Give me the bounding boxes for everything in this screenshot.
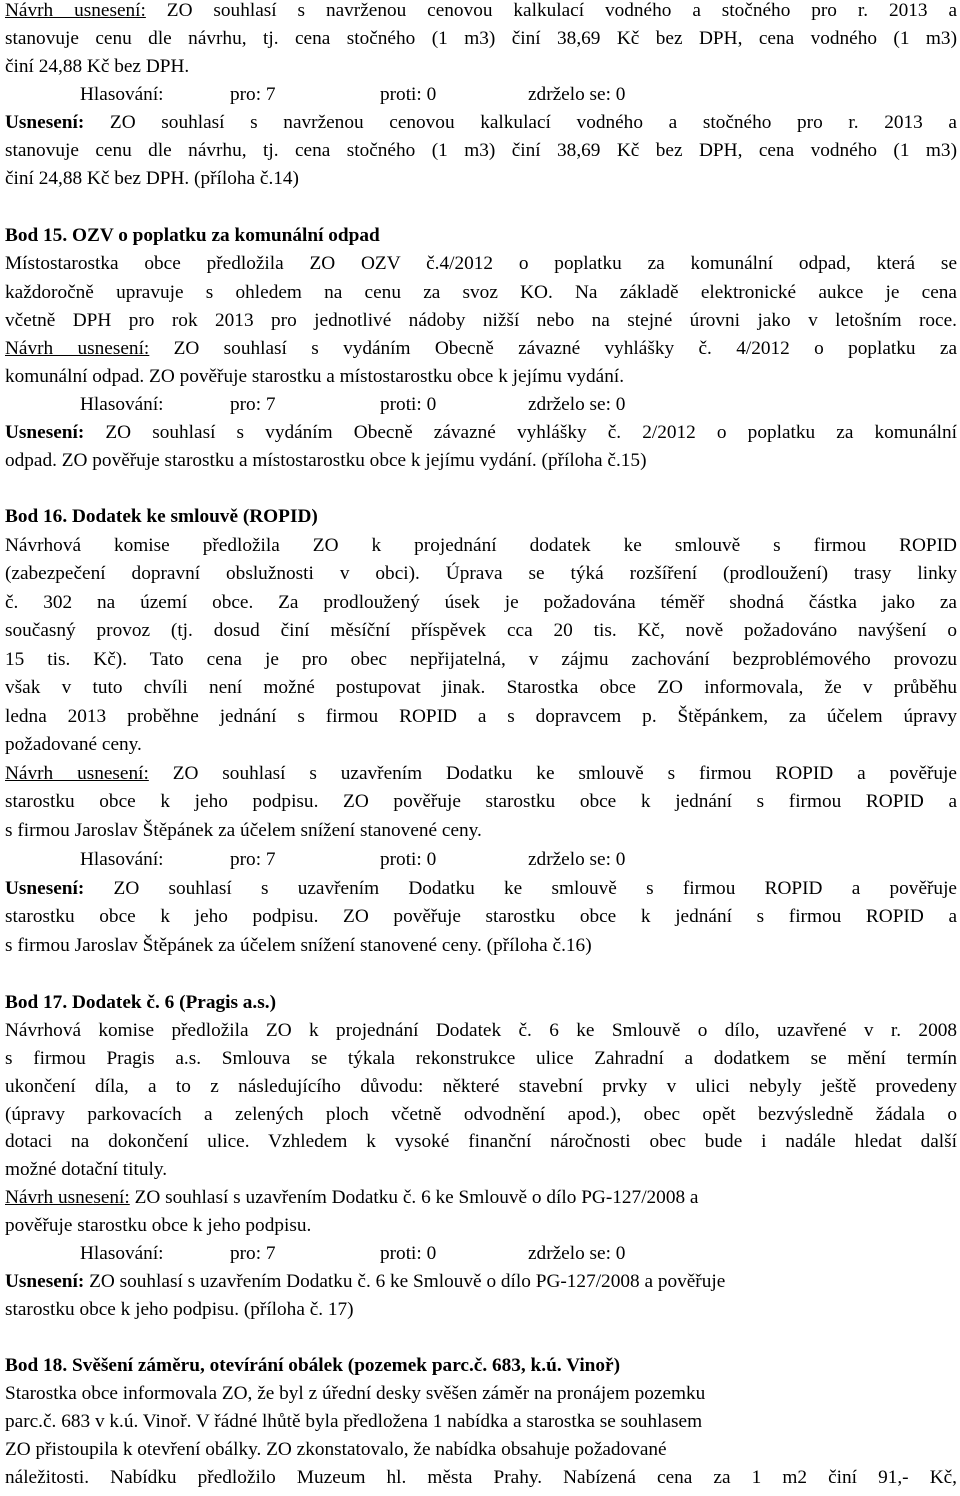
vote-line: Hlasování: pro: 7 proti: 0 zdrželo se: 0 (80, 84, 626, 105)
resolution-label: Usnesení: (5, 112, 85, 133)
resolution-line: Usnesení: ZO souhlasí s vydáním Obecně závazné vyhlášky č. 2/2012 o poplatku za komunální (5, 422, 957, 443)
paragraph-line: (zabezpečení dopravní obslužnosti v obci). Úprava se týká rozšíření (prodloužení) trasy linky (5, 563, 957, 584)
proposal-label: Návrh usnesení: (5, 338, 150, 359)
proposal-line: Návrh usnesení: ZO souhlasí s uzavřením Dodatku č. 6 ke Smlouvě o dílo PG-127/2008 a (5, 1187, 699, 1208)
paragraph-line: parc.č. 683 v k.ú. Vinoř. V řádné lhůtě byla předložena 1 nabídka a starostka se souhlasem (5, 1411, 703, 1432)
paragraph-line: Místostarostka obce předložila ZO OZV č.4/2012 o poplatku za komunální odpad, která se (5, 253, 957, 274)
proposal-label: Návrh usnesení: (5, 763, 149, 784)
section-heading: Bod 16. Dodatek ke smlouvě (ROPID) (5, 506, 318, 527)
proposal-line: činí 24,88 Kč bez DPH. (5, 56, 190, 77)
resolution-line: činí 24,88 Kč bez DPH. (příloha č.14) (5, 168, 299, 189)
section-heading: Bod 15. OZV o poplatku za komunální odpad (5, 225, 380, 246)
resolution-label: Usnesení: (5, 422, 85, 443)
paragraph-line: ukončení díla, a to z následujícího důvodu: některé stavební prvky v ulici nebyly ještě provedeny (5, 1076, 957, 1097)
resolution-line: odpad. ZO pověřuje starostku a místostarostku obce k jejímu vydání. (příloha č.15) (5, 450, 647, 471)
paragraph-line: s firmou Pragis a.s. Smlouva se týkala rekonstrukce ulice Zahradní a dodatkem se mění termín (5, 1048, 957, 1069)
proposal-line: Návrh usnesení: ZO souhlasí s uzavřením Dodatku ke smlouvě s firmou ROPID a pověřuje (5, 763, 957, 784)
paragraph-line: každoročně upravuje s ohledem na cenu za svoz KO. Na základě elektronické aukce je cena (5, 282, 957, 303)
resolution-line: Usnesení: ZO souhlasí s uzavřením Dodatku ke smlouvě s firmou ROPID a pověřuje (5, 878, 957, 899)
paragraph-line: č. 302 na území obce. Za prodloužený úsek je požadována téměř shodná částka jako za (5, 592, 957, 613)
resolution-label: Usnesení: (5, 878, 85, 899)
paragraph-line: požadované ceny. (5, 734, 142, 755)
paragraph-line: současný provoz (tj. dosud činí měsíční příspěvek cca 20 tis. Kč, nově požadováno navýšení o (5, 620, 957, 641)
section-heading: Bod 18. Svěšení záměru, otevírání obálek (pozemek parc.č. 683, k.ú. Vinoř) (5, 1355, 621, 1376)
resolution-line: Usnesení: ZO souhlasí s navrženou cenovou kalkulací vodného a stočného pro r. 2013 a (5, 112, 957, 133)
paragraph-line: ZO přistoupila k otevření obálky. ZO zkonstatovalo, že nabídka obsahuje požadované (5, 1439, 667, 1460)
resolution-label: Usnesení: (5, 1271, 85, 1292)
resolution-line: Usnesení: ZO souhlasí s uzavřením Dodatku č. 6 ke Smlouvě o dílo PG-127/2008 a pověřuje (5, 1271, 726, 1292)
proposal-line: komunální odpad. ZO pověřuje starostku a místostarostku obce k jejímu vydání. (5, 366, 625, 387)
resolution-line: starostku obce k jeho podpisu. ZO pověřuje starostku obce k jednání s firmou ROPID a (5, 906, 957, 927)
proposal-line: stanovuje cenu dle návrhu, tj. cena stočného (1 m3) činí 38,69 Kč bez DPH, cena vodného (1 m3) (5, 28, 957, 49)
proposal-line: Návrh usnesení: ZO souhlasí s vydáním Obecně závazné vyhlášky č. 4/2012 o poplatku za (5, 338, 958, 359)
resolution-line: stanovuje cenu dle návrhu, tj. cena stočného (1 m3) činí 38,69 Kč bez DPH, cena vodného (1 m3) (5, 140, 957, 161)
paragraph-line: Starostka obce informovala ZO, že byl z úřední desky svěšen záměr na pronájem pozemku (5, 1383, 706, 1404)
proposal-line: starostku obce k jeho podpisu. ZO pověřuje starostku obce k jednání s firmou ROPID a (5, 791, 957, 812)
paragraph-line: včetně DPH pro rok 2013 pro jednotlivé nádoby nižší nebo na stejné úrovni jako v letošním roce. (5, 310, 957, 331)
paragraph-line: 15 tis. Kč). Tato cena je pro obec nepřijatelná, v zájmu zachování bezproblémového provozu (5, 649, 957, 670)
proposal-line: s firmou Jaroslav Štěpánek za účelem snížení stanovené ceny. (5, 820, 482, 841)
paragraph-line: (úpravy parkovacích a zelených ploch včetně odvodnění apod.), obec opět bezvýsledně žádala o (5, 1104, 957, 1125)
vote-line: Hlasování: pro: 7 proti: 0 zdrželo se: 0 (80, 1243, 626, 1264)
proposal-line: pověřuje starostku obce k jeho podpisu. (5, 1215, 312, 1236)
paragraph-line: Návrhová komise předložila ZO k projednání dodatek ke smlouvě s firmou ROPID (5, 535, 957, 556)
vote-line: Hlasování: pro: 7 proti: 0 zdrželo se: 0 (80, 849, 626, 870)
proposal-line: Návrh usnesení: ZO souhlasí s navrženou cenovou kalkulací vodného a stočného pro r. 2013 a (5, 0, 958, 21)
paragraph-line: však v tuto chvíli není možné postupovat jinak. Starostka obce ZO informovala, že v průběhu (5, 677, 957, 698)
vote-line: Hlasování: pro: 7 proti: 0 zdrželo se: 0 (80, 394, 626, 415)
paragraph-line: dotaci na dokončení ulice. Vzhledem k vysoké finanční náročnosti obec bude i nadále hledat další (5, 1131, 957, 1152)
paragraph-line: možné dotační tituly. (5, 1159, 168, 1180)
section-heading: Bod 17. Dodatek č. 6 (Pragis a.s.) (5, 992, 277, 1013)
proposal-label: Návrh usnesení: (5, 1187, 130, 1208)
resolution-line: s firmou Jaroslav Štěpánek za účelem snížení stanovené ceny. (příloha č.16) (5, 935, 592, 956)
paragraph-line: Návrhová komise předložila ZO k projednání Dodatek č. 6 ke Smlouvě o dílo, uzavřené v r. 2008 (5, 1020, 957, 1041)
resolution-line: starostku obce k jeho podpisu. (příloha č. 17) (5, 1299, 354, 1320)
paragraph-line: náležitosti. Nabídku předložilo Muzeum hl. města Prahy. Nabízená cena za 1 m2 činí 91,- Kč, (5, 1467, 957, 1488)
paragraph-line: ledna 2013 proběhne jednání s firmou ROPID a s dopravcem p. Štěpánkem, za účelem úpravy (5, 706, 957, 727)
proposal-label: Návrh usnesení: (5, 0, 146, 21)
